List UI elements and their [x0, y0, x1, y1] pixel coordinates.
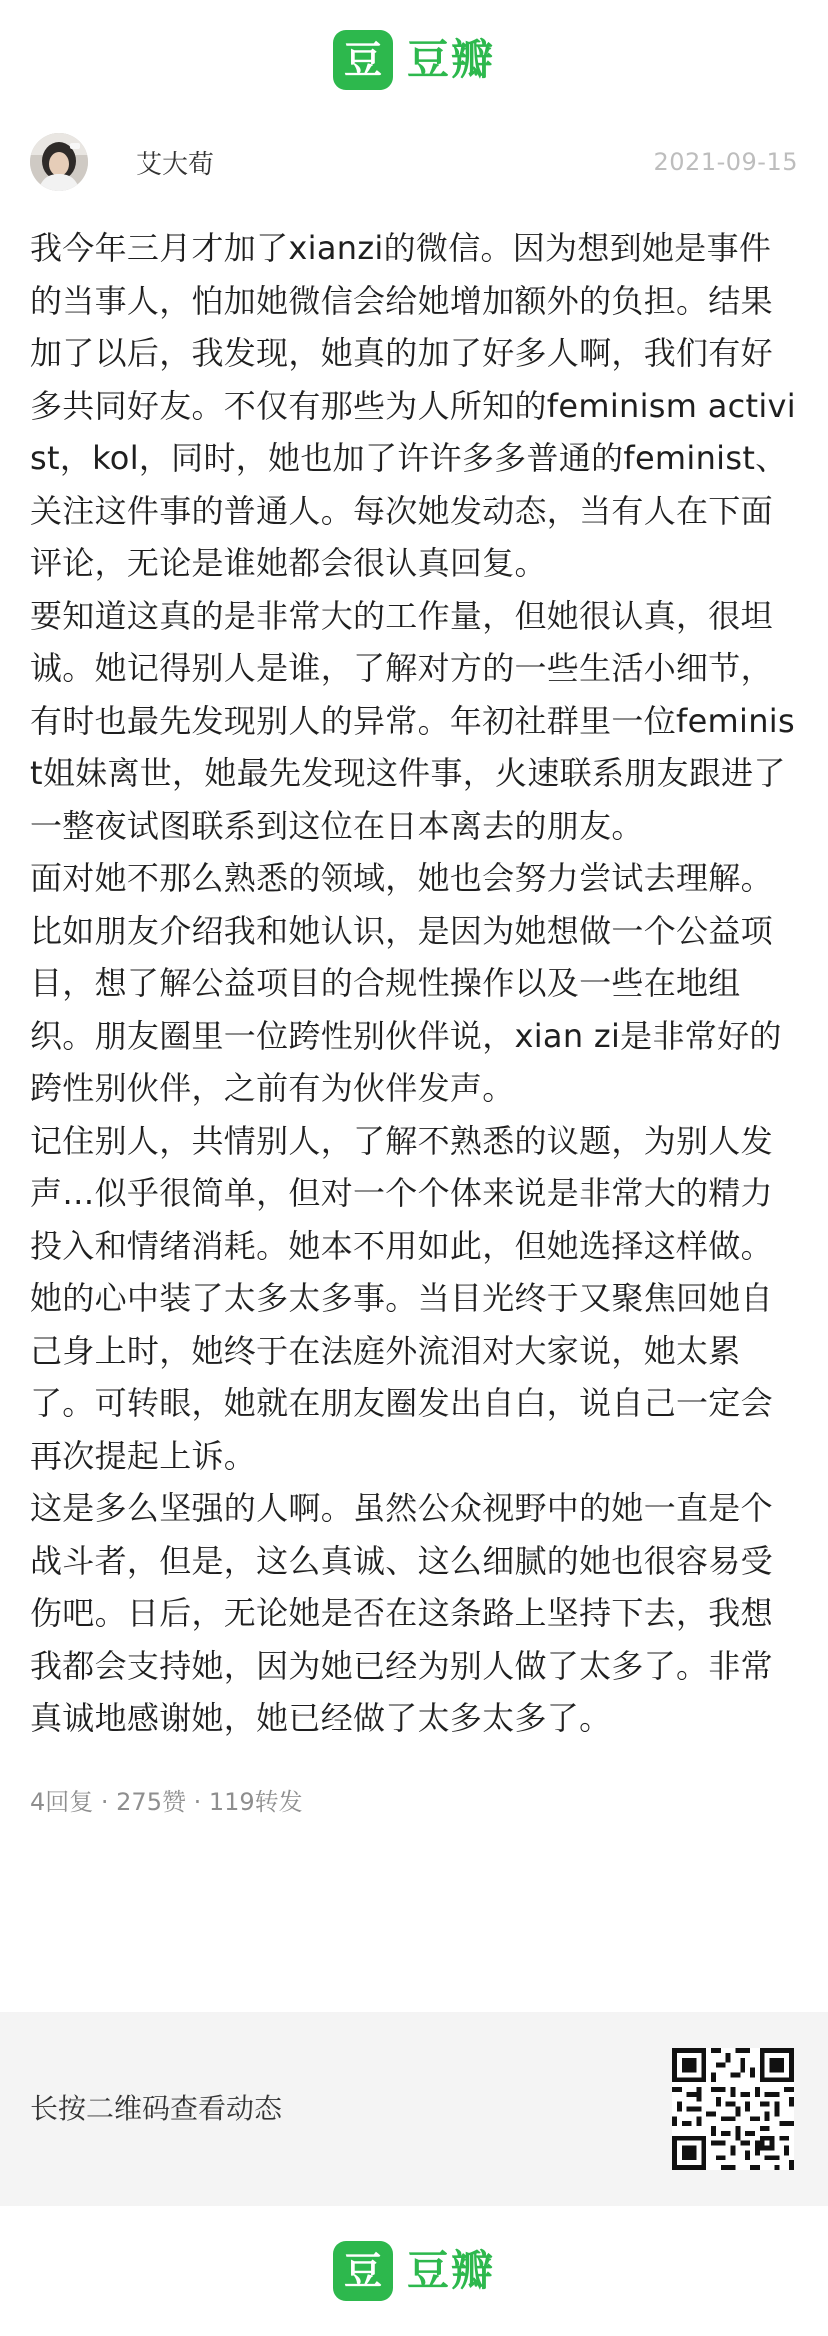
- post-date: 2021-09-15: [653, 148, 798, 176]
- qr-bar: [0, 2012, 828, 2206]
- post-paragraph: 面对她不那么熟悉的领域，她也会努力尝试去理解。比如朋友介绍我和她认识，是因为她想做一个公益项目，想了解公益项目的合规性操作以及一些在地组织。朋友圈里一位跨性别伙伴说，xian zi是非常好的跨性别伙伴，之前有为伙伴发声。: [30, 859, 782, 1107]
- qr-code-icon[interactable]: [672, 2048, 794, 2170]
- author-row: [0, 124, 828, 200]
- douban-logo-footer: [333, 2241, 495, 2301]
- author-name[interactable]: 艾大荀: [136, 149, 215, 180]
- post-content: [0, 222, 828, 1745]
- douban-logo-mark: 豆: [333, 30, 393, 90]
- post-stats: 4回复 · 275赞 · 119转发: [30, 1787, 303, 1816]
- avatar[interactable]: [30, 133, 88, 191]
- avatar-photo-icon: [30, 133, 88, 191]
- douban-logo-text: 豆瓣: [406, 35, 495, 84]
- post-paragraph: 这是多么坚强的人啊。虽然公众视野中的她一直是个战斗者，但是，这么真诚、这么细腻的她也很容易受伤吧。日后，无论她是否在这条路上坚持下去，我想我都会支持她，因为她已经为别人做了太多了。非常真诚地感谢她，她已经做了太多太多了。: [30, 1489, 773, 1737]
- douban-logo: [333, 30, 495, 90]
- page-header: [0, 0, 828, 120]
- douban-logo-text: 豆瓣: [406, 2246, 495, 2295]
- page-footer: [0, 2206, 828, 2336]
- post-paragraph: 记住别人，共情别人，了解不熟悉的议题，为别人发声…似乎很简单，但对一个个体来说是非常大的精力投入和情绪消耗。她本不用如此，但她选择这样做。她的心中装了太多太多事。当目光终于又聚焦回她自己身上时，她终于在法庭外流泪对大家说，她太累了。可转眼，她就在朋友圈发出自白，说自己一定会再次提起上诉。: [30, 1121, 773, 1475]
- post-paragraph: 我今年三月才加了xianzi的微信。因为想到她是事件的当事人，怕加她微信会给她增加额外的负担。结果加了以后，我发现，她真的加了好多人啊，我们有好多共同好友。不仅有那些为人所知的feminism activist，kol，同时，她也加了许许多多普通的feminist、关注这件事的普通人。每次她发动态，当有人在下面评论，无论是谁她都会很认真回复。: [30, 229, 796, 582]
- douban-logo-mark: 豆: [333, 2241, 393, 2301]
- post-paragraph: 要知道这真的是非常大的工作量，但她很认真，很坦诚。她记得别人是谁，了解对方的一些生活小细节，有时也最先发现别人的异常。年初社群里一位feminist姐妹离世，她最先发现这件事，火速联系朋友跟进了一整夜试图联系到这位在日本离去的朋友。: [30, 596, 795, 845]
- qr-label: 长按二维码查看动态: [30, 2092, 283, 2125]
